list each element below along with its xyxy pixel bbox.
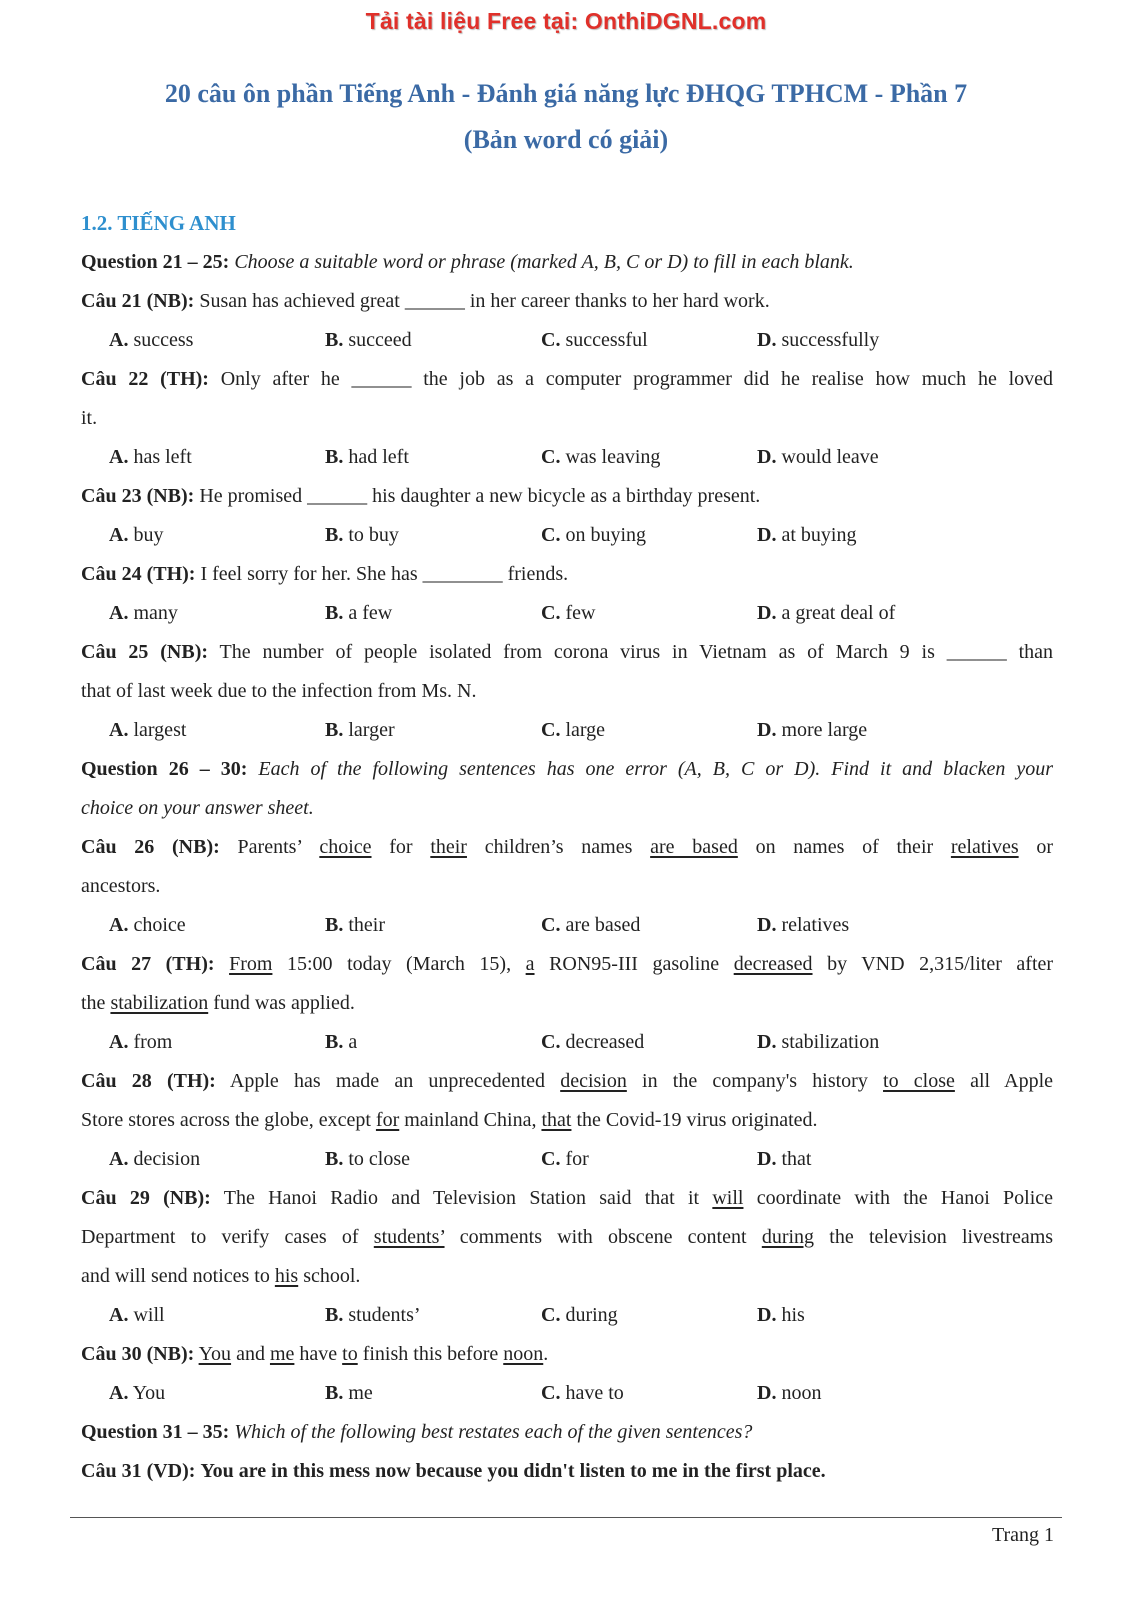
options-30 xyxy=(81,1374,1053,1413)
question-31: Câu 31 (VD): You are in this mess now because you didn't listen to me in the first place. xyxy=(81,1460,826,1482)
option-a[interactable]: A. largest xyxy=(109,719,187,741)
option-b[interactable]: B. a xyxy=(325,1031,358,1053)
option-c[interactable]: C. was leaving xyxy=(541,446,661,468)
option-c[interactable]: C. have to xyxy=(541,1382,624,1404)
option-b[interactable]: B. me xyxy=(325,1382,373,1404)
question-29-cont2: and will send notices to his school. xyxy=(81,1265,361,1287)
question-25: Câu 25 (NB): The number of people isolated from corona virus in Vietnam as of March 9 is ______ than xyxy=(81,641,1054,663)
question-28: Câu 28 (TH): Apple has made an unprecedented decision in the company's history to close all Apple xyxy=(81,1070,1054,1092)
option-d[interactable]: D. his xyxy=(757,1304,805,1326)
option-b[interactable]: B. had left xyxy=(325,446,409,468)
option-b[interactable]: B. a few xyxy=(325,602,393,624)
option-b[interactable]: B. larger xyxy=(325,719,395,741)
option-b[interactable]: B. to close xyxy=(325,1148,410,1170)
option-a[interactable]: A. many xyxy=(109,602,178,624)
instruction-26-30-cont: choice on your answer sheet. xyxy=(81,797,314,819)
document-subtitle: (Bản word có giải) xyxy=(463,125,669,154)
question-29-cont: Department to verify cases of students’ comments with obscene content during the television livestreams xyxy=(81,1226,1054,1248)
option-c[interactable]: C. successful xyxy=(541,329,648,351)
document-title: 20 câu ôn phần Tiếng Anh - Đánh giá năng lực ĐHQG TPHCM - Phần 7 xyxy=(164,79,968,108)
instruction-31-35: Question 31 – 35: Which of the following best restates each of the given sentences? xyxy=(81,1421,753,1443)
option-b[interactable]: B. their xyxy=(325,914,385,936)
options-28 xyxy=(81,1140,1053,1179)
question-30: Câu 30 (NB): You and me have to finish this before noon. xyxy=(81,1343,549,1365)
option-d[interactable]: D. at buying xyxy=(757,524,857,546)
option-c[interactable]: C. decreased xyxy=(541,1031,645,1053)
option-d[interactable]: D. a great deal of xyxy=(757,602,896,624)
option-a[interactable]: A. You xyxy=(109,1382,166,1404)
question-21: Câu 21 (NB): Susan has achieved great ______ in her career thanks to her hard work. xyxy=(81,290,770,312)
option-b[interactable]: B. students’ xyxy=(325,1304,421,1326)
document-body xyxy=(81,203,1053,1491)
question-23: Câu 23 (NB): He promised ______ his daughter a new bicycle as a birthday present. xyxy=(81,485,761,507)
question-26: Câu 26 (NB): Parents’ choice for their children’s names are based on names of their relatives or xyxy=(81,836,1054,858)
option-d[interactable]: D. successfully xyxy=(757,329,880,351)
option-a[interactable]: A. has left xyxy=(109,446,192,468)
options-25 xyxy=(81,711,1053,750)
options-29 xyxy=(81,1296,1053,1335)
question-26-cont: ancestors. xyxy=(81,875,161,897)
instruction-21-25: Question 21 – 25: Choose a suitable word or phrase (marked A, B, C or D) to fill in each blank. xyxy=(81,251,854,273)
option-d[interactable]: D. stabilization xyxy=(757,1031,880,1053)
question-22: Câu 22 (TH): Only after he ______ the job as a computer programmer did he realise how much he loved xyxy=(81,368,1054,390)
instruction-26-30: Question 26 – 30: Each of the following sentences has one error (A, B, C or D). Find it and blacken your xyxy=(81,758,1054,780)
option-c[interactable]: C. are based xyxy=(541,914,641,936)
question-25-cont: that of last week due to the infection from Ms. N. xyxy=(81,680,477,702)
option-c[interactable]: C. for xyxy=(541,1148,589,1170)
option-a[interactable]: A. from xyxy=(109,1031,173,1053)
option-d[interactable]: D. would leave xyxy=(757,446,879,468)
options-22 xyxy=(81,438,1053,477)
option-b[interactable]: B. succeed xyxy=(325,329,412,351)
question-29: Câu 29 (NB): The Hanoi Radio and Television Station said that it will coordinate with the Hanoi Police xyxy=(81,1187,1054,1209)
section-heading: 1.2. TIẾNG ANH xyxy=(81,211,236,235)
option-c[interactable]: C. on buying xyxy=(541,524,647,546)
option-a[interactable]: A. success xyxy=(109,329,194,351)
question-27-cont: the stabilization fund was applied. xyxy=(81,992,355,1014)
option-d[interactable]: D. that xyxy=(757,1148,812,1170)
option-a[interactable]: A. decision xyxy=(109,1148,201,1170)
options-27 xyxy=(81,1023,1053,1062)
options-24 xyxy=(81,594,1053,633)
question-22-cont: it. xyxy=(81,407,98,429)
option-d[interactable]: D. noon xyxy=(757,1382,822,1404)
option-a[interactable]: A. buy xyxy=(109,524,164,546)
footer-divider xyxy=(70,1517,1062,1518)
question-24: Câu 24 (TH): I feel sorry for her. She has ________ friends. xyxy=(81,563,569,585)
option-b[interactable]: B. to buy xyxy=(325,524,399,546)
option-c[interactable]: C. few xyxy=(541,602,596,624)
option-c[interactable]: C. large xyxy=(541,719,606,741)
question-28-cont: Store stores across the globe, except for mainland China, that the Covid-19 virus originated. xyxy=(81,1109,818,1131)
option-a[interactable]: A. choice xyxy=(109,914,186,936)
question-27: Câu 27 (TH): From 15:00 today (March 15), a RON95-III gasoline decreased by VND 2,315/liter after xyxy=(81,953,1054,975)
option-a[interactable]: A. will xyxy=(109,1304,165,1326)
download-banner[interactable]: Tải tài liệu Free tại: OnthiDGNL.com xyxy=(365,8,767,34)
options-23 xyxy=(81,516,1053,555)
option-d[interactable]: D. more large xyxy=(757,719,868,741)
options-26 xyxy=(81,906,1053,945)
page-number: Trang 1 xyxy=(991,1524,1054,1546)
option-c[interactable]: C. during xyxy=(541,1304,618,1326)
options-21 xyxy=(81,321,1053,360)
option-d[interactable]: D. relatives xyxy=(757,914,850,936)
